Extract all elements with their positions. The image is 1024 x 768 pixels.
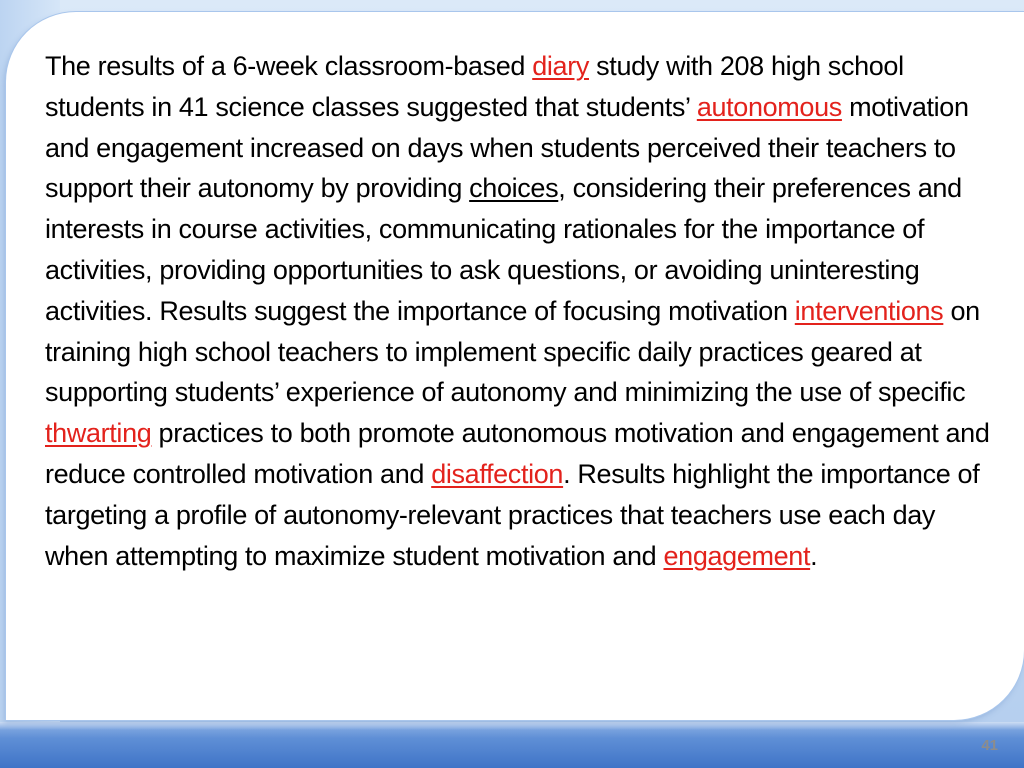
link-thwarting[interactable]: thwarting [45,418,152,449]
text-segment: , considering their preferences and interests in course activities, communicating rationales for the importance of activities, providing opportunities to ask questions, or avoiding uninteresting activities. Results suggest the importance of focusing motivation [45,173,962,326]
bottom-band-highlight [0,722,1024,730]
body-paragraph [45,46,995,576]
text-segment: motivation and engagement increased on days when students perceived their teachers to support their autonomy by providing [45,91,969,204]
text-segment: practices to both promote autonomous motivation and engagement and reduce controlled motivation and [45,418,990,489]
link-diary[interactable]: diary [532,51,589,81]
text-segment: . [810,540,818,571]
link-choices[interactable]: choices [469,173,559,204]
text-segment: study with 208 high school students in 41 science classes suggested that students’ [45,51,904,122]
text-segment: on training high school teachers to implement specific daily practices geared at supporting students’ experience of autonomy and minimizing the use of specific [45,295,980,408]
text-segment: The results of a 6-week classroom-based [45,51,533,81]
link-interventions[interactable]: interventions [794,295,944,326]
link-autonomous[interactable]: autonomous [696,91,842,122]
text-segment: . Results highlight the importance of targeting a profile of autonomy-relevant practices that teachers use each day when attempting to maximize student motivation and [45,458,980,571]
link-engagement[interactable]: engagement [663,540,811,571]
link-disaffection[interactable]: disaffection [431,458,564,489]
slide-number: 41 [981,737,998,754]
